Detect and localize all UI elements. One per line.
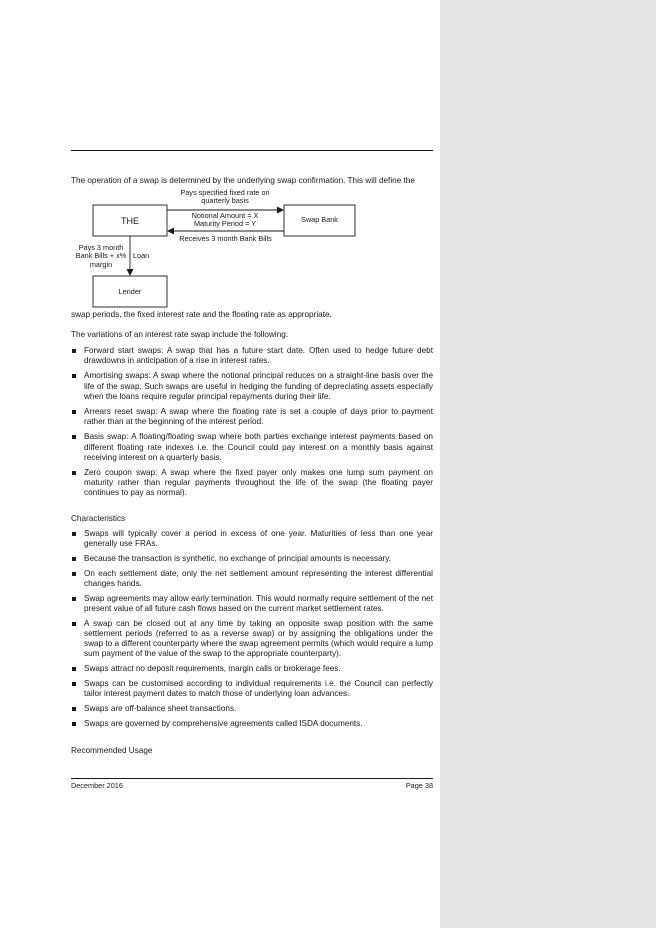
list-item: Swaps are governed by comprehensive agreements called ISDA documents. [71, 719, 433, 729]
footer-date: December 2016 [71, 781, 123, 790]
bank-bills-label: Receives 3 month Bank Bills [179, 234, 272, 243]
notional-amount-label: Notional Amount = X [191, 211, 259, 220]
variations-intro: The variations of an interest rate swap include the following: [71, 330, 289, 339]
swap-diagram [71, 188, 433, 310]
swap-bank-label: Swap Bank [301, 215, 338, 224]
list-item: Swap agreements may allow early termination. This would normally require settlement of the net present value of all future cash flows based on the current market settlement rates. [71, 594, 433, 614]
lender-label: Lender [118, 287, 142, 296]
maturity-period-label: Maturity Period = Y [193, 219, 257, 228]
list-item: Basis swap: A floating/floating swap where both parties exchange interest payments based on different floating rate indexes i.e. the Council could pay interest on a monthly basis against receiving interest on a quarterly basis. [71, 432, 433, 463]
loan-label: Loan [133, 251, 150, 260]
list-item: Zero coupon swap: A swap where the fixed payer only makes one lump sum payment on maturity rather than regular payments throughout the life of the swap (the floating payer continues to pay as normal). [71, 468, 433, 499]
footer-page-number: Page 38 [405, 781, 433, 790]
characteristics-heading: Characteristics [71, 514, 126, 523]
bullet-icon [72, 471, 76, 475]
bullet-icon [72, 707, 76, 711]
variations-list [71, 346, 433, 499]
bullet-icon [72, 435, 76, 439]
bullet-icon [72, 722, 76, 726]
recommended-usage-heading: Recommended Usage [71, 746, 153, 755]
bullet-icon [72, 410, 76, 414]
bullet-icon [72, 349, 76, 353]
bullet-icon [72, 572, 76, 576]
list-item: Swaps are off-balance sheet transactions. [71, 704, 433, 714]
bullet-icon [72, 374, 76, 378]
list-item: Swaps can be customised according to individual requirements i.e. the Council can perfectly tailor interest payment dates to match those of underlying loan advances. [71, 679, 433, 699]
the-box-label: THE [121, 216, 139, 226]
bullet-icon [72, 597, 76, 601]
list-item: Forward start swaps: A swap that has a future start date. Often used to hedge future debt drawdowns in anticipation of a rise in interest rates. [71, 346, 433, 366]
bullet-icon [72, 682, 76, 686]
comment-pane [440, 0, 656, 928]
characteristics-list [71, 529, 433, 729]
list-item: Because the transaction is synthetic, no exchange of principal amounts is necessary. [71, 554, 433, 564]
bullet-icon [72, 557, 76, 561]
continuation-paragraph: swap periods, the fixed interest rate and the floating rate as appropriate. [71, 310, 332, 319]
bullet-icon [72, 667, 76, 671]
header-rule [71, 150, 433, 151]
list-item: Arrears reset swap: A swap where the floating rate is set a couple of days prior to payment rather than at the beginning of the interest period. [71, 407, 433, 427]
list-item: Swaps attract no deposit requirements, margin calls or brokerage fees. [71, 664, 433, 674]
list-item: A swap can be closed out at any time by taking an opposite swap position with the same settlement periods (referred to as a reverse swap) or by assigning the obligations under the swap to a different counterparty where the swap agreement permits (which would require a lump sum payment of the value of the swap to the appropriate counterparty). [71, 619, 433, 660]
intro-paragraph: The operation of a swap is determined by the underlying swap confirmation. This will define the [71, 176, 415, 185]
fixed-rate-label: Pays specified fixed rate on quarterly basis [180, 188, 270, 206]
pays-margin-label: Pays 3 month Bank Bills + x% margin [75, 243, 127, 269]
bullet-icon [72, 622, 76, 626]
bullet-icon [72, 532, 76, 536]
list-item: On each settlement date, only the net settlement amount representing the interest differential changes hands. [71, 569, 433, 589]
list-item: Amortising swaps: A swap where the notional principal reduces on a straight-line basis over the life of the swap. Such swaps are useful in hedging the funding of depreciating assets especially when the loans require regular principal repayments during their life. [71, 371, 433, 402]
footer-rule [71, 778, 433, 779]
list-item: Swaps will typically cover a period in excess of one year. Maturities of less than one year generally use FRAs. [71, 529, 433, 549]
